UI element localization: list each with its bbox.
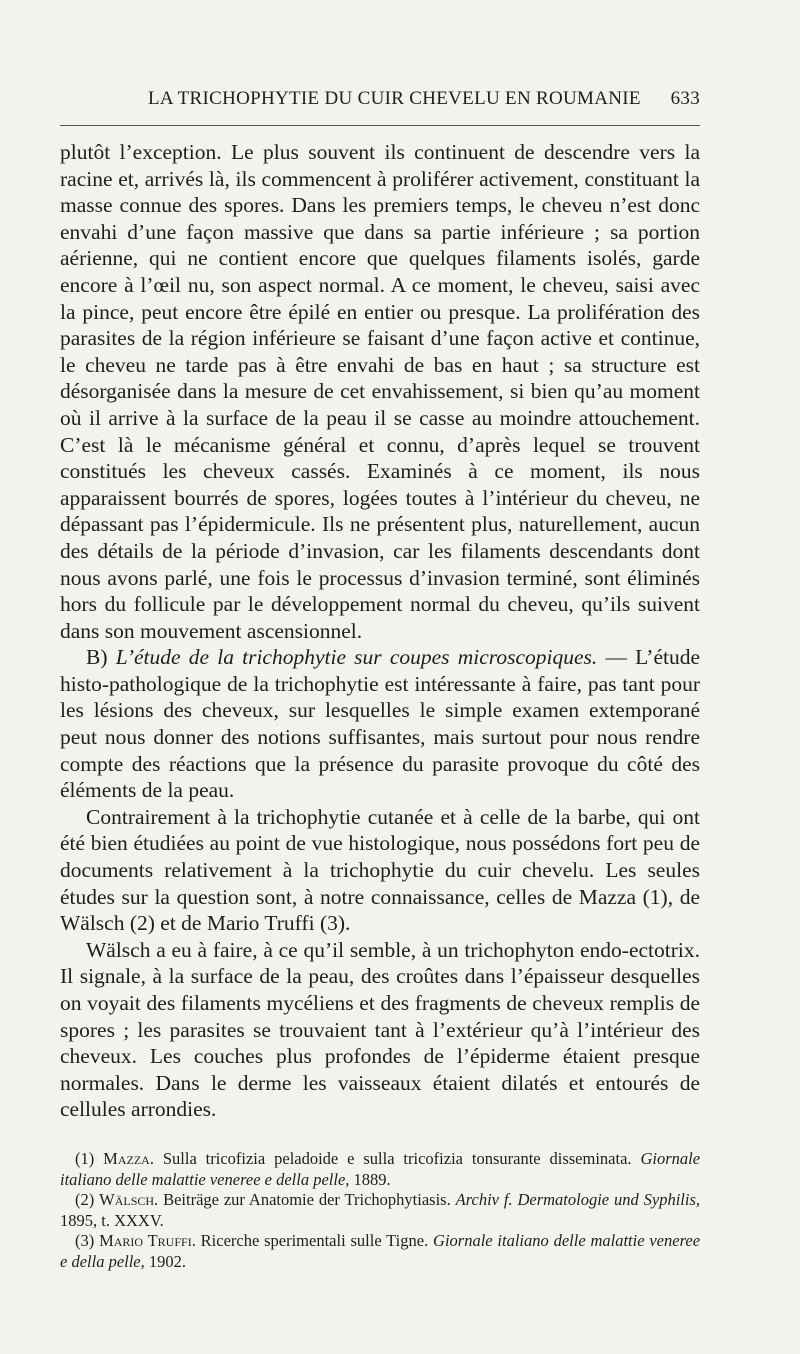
header-rule (60, 125, 700, 126)
main-text (60, 139, 700, 1123)
footnote-author: Mazza. (103, 1149, 154, 1168)
footnote (60, 1149, 700, 1190)
running-title: LA TRICHOPHYTIE DU CUIR CHEVELU EN ROUMANIE (148, 88, 641, 109)
footnotes (60, 1149, 700, 1272)
footnote-year: 1889. (353, 1169, 391, 1189)
footnote-marker: (3) (75, 1231, 95, 1250)
running-header (60, 84, 700, 114)
footnote-title: Ricerche sperimentali sulle Tigne. (200, 1231, 429, 1250)
section-text: — L’étude histo-pathologique de la trichophytie est intéressante à faire, pas tant pour les lésions des cheveux, sur lesquelles le simple examen extemporané peut nous donner des notions suffisantes, mais surtout pour nous rendre compte des réactions que la présence du parasite provoque du côté des éléments de la peau. (60, 645, 701, 803)
paragraph-continuation: plutôt l’exception. Le plus souvent ils continuent de descendre vers la racine et, arrivés là, ils commencent à proliférer activement, constituant la masse connue des spores. Dans les premiers temps, le cheveu n’est donc envahi d’une façon massive que dans sa partie inférieure ; sa portion aérienne, qui ne contient encore que quelques filaments isolés, garde encore à l’œil nu, son aspect normal. A ce moment, le cheveu, saisi avec la pince, peut encore être épilé en entier ou presque. La prolifération des parasites de la région inférieure se faisant d’une façon active et continue, le cheveu ne tarde pas à être envahi de bas en haut ; sa structure est désorganisée dans la mesure de cet envahissement, si bien qu’au moment où il arrive à la surface de la peau il se casse au moindre attouchement. C’est là le mécanisme général et connu, d’après lequel se trouvent constitués les cheveux cassés. Examinés à ce moment, ils nous apparaissent bourrés de spores, logées toutes à l’intérieur du cheveu, ne dépassant pas l’épidermicule. Ils ne présentent plus, naturellement, aucun des détails de la période d’invasion, car les filaments descendants dont nous avons parlé, une fois le processus d’invasion terminé, sont éliminés hors du follicule par le développement normal du cheveu, qu’ils suivent dans son mouvement ascensionnel. (60, 140, 700, 643)
footnote-marker: (1) (75, 1149, 95, 1168)
footnote-author: Wälsch. (99, 1190, 159, 1209)
section-heading: L’étude de la trichophytie sur coupes microscopiques. (115, 645, 598, 670)
footnote-journal: Giornale italiano delle malattie veneree e della pelle, (60, 1231, 701, 1271)
page-number: 633 (670, 88, 700, 109)
footnote-title: Beiträge zur Anatomie der Trichophytiasis. (163, 1190, 451, 1209)
footnote-title: Sulla tricofizia peladoide e sulla tricofizia tonsurante disseminata. (162, 1149, 632, 1168)
paragraph-section-b (60, 644, 700, 804)
footnote-year: 1895, t. XXXV. (60, 1210, 164, 1230)
paragraph-walsch: Wälsch a eu à faire, à ce qu’il semble, à un trichophyton endo-ectotrix. Il signale, à la surface de la peau, des croûtes dans l’épaisseur desquelles on voyait des filaments mycéliens et des fragments de cheveux remplis de spores ; les parasites se trouvaient tant à l’extérieur qu’à l’intérieur des cheveux. Les couches plus profondes de l’épiderme étaient presque normales. Dans le derme les vaisseaux étaient dilatés et entourés de cellules arrondies. (60, 937, 700, 1122)
paragraph-contrairement: Contrairement à la trichophytie cutanée et à celle de la barbe, qui ont été bien étudiées au point de vue histologique, nous possédons fort peu de documents relativement à la trichophytie du cuir chevelu. Les seules études sur la question sont, à notre connaissance, celles de Mazza (1), de Wälsch (2) et de Mario Truffi (3). (60, 804, 700, 936)
footnote-journal: Giornale italiano delle malattie veneree e della pelle, (60, 1149, 701, 1189)
section-label: B) (86, 645, 108, 670)
footnote-year: 1902. (148, 1251, 187, 1271)
footnote-journal: Archiv f. Dermatologie und Syphilis, (455, 1190, 701, 1209)
footnote-author: Mario Truffi. (99, 1231, 196, 1250)
footnote-marker: (2) (75, 1190, 95, 1209)
footnote (60, 1190, 700, 1231)
footnote (60, 1231, 700, 1272)
